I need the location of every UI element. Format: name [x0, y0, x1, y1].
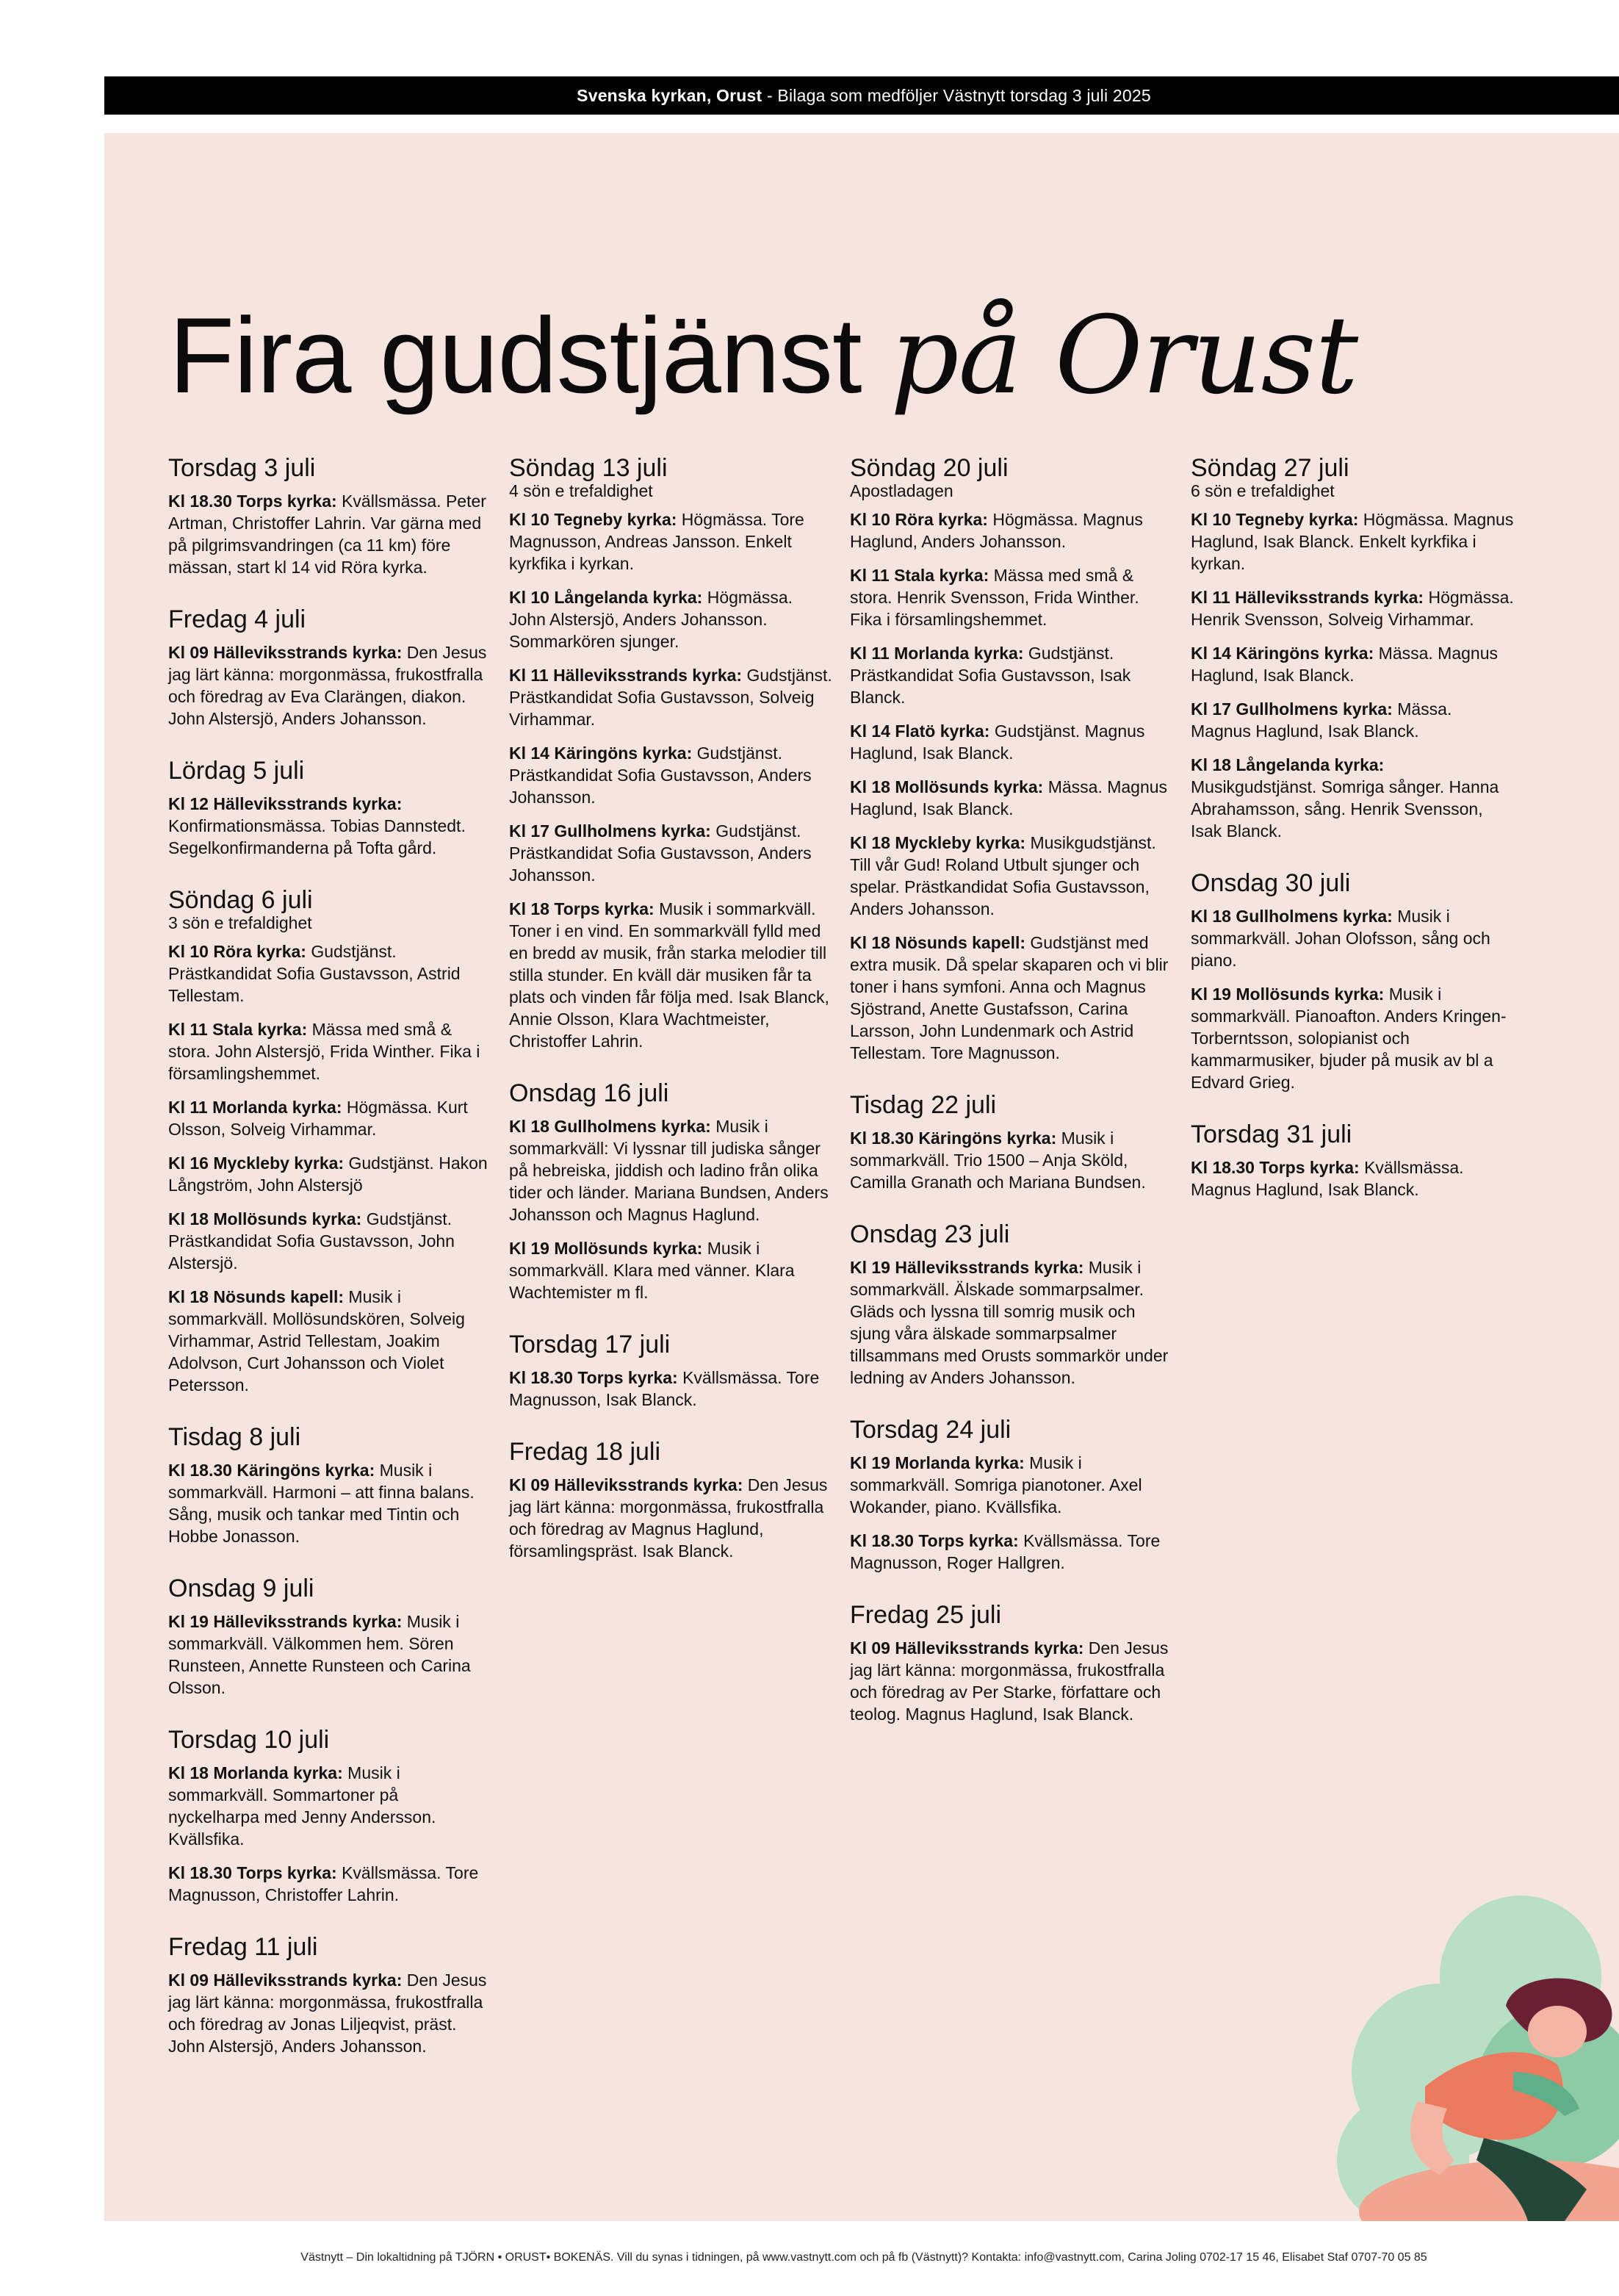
service-time-place: Kl 19 Mollösunds kyrka:	[509, 1239, 703, 1258]
service-description: Mässa med små & stora. Henrik Svensson, Frida Winther. Fika i församlingshemmet.	[850, 566, 1139, 629]
service-time-place: Kl 10 Tegneby kyrka:	[509, 510, 677, 529]
service-time-place: Kl 18 Gullholmens kyrka:	[1191, 907, 1393, 926]
day-heading: Lördag 5 juli	[168, 757, 305, 785]
day-heading: Fredag 25 juli	[850, 1601, 1002, 1629]
service-entry	[1191, 1156, 1514, 1201]
service-description: Kvällsmässa. Peter Artman, Christoffer Lahrin. Var gärna med på pilgrimsvandringen (ca 11 km) före mässan, start kl 14 vid Röra kyrka.	[168, 492, 486, 577]
page-title	[169, 293, 1358, 418]
service-time-place: Kl 18 Gullholmens kyrka:	[509, 1117, 711, 1136]
schedule-column-2	[509, 453, 832, 1588]
service-entry	[850, 1637, 1173, 1725]
service-description: Musikgudstjänst. Till vår Gud! Roland Utbult sjunger och spelar. Prästkandidat Sofia Gustavsson, Anders Johansson.	[850, 833, 1156, 918]
service-entry	[168, 1762, 491, 1850]
schedule-column-1	[168, 453, 491, 2084]
service-description: Musikgudstjänst. Somriga sånger. Hanna Abrahamsson, sång. Henrik Svensson, Isak Blanck.	[1191, 777, 1499, 841]
day-heading: Torsdag 31 juli	[1191, 1120, 1352, 1148]
day-block	[168, 756, 491, 859]
service-description: Gudstjänst. Prästkandidat Sofia Gustavsson, Solveig Virhammar.	[509, 666, 832, 729]
service-entry	[168, 793, 491, 859]
service-description: Gudstjänst. Hakon Långström, John Alstersjö	[168, 1154, 488, 1195]
service-time-place: Kl 18 Nösunds kapell:	[850, 933, 1026, 952]
masthead-bar	[104, 76, 1619, 115]
service-description: Musik i sommarkväll. Somriga pianotoner. Axel Wokander, piano. Kvällsfika.	[850, 1453, 1142, 1516]
service-time-place: Kl 11 Morlanda kyrka:	[168, 1098, 342, 1117]
service-time-place: Kl 18 Långelanda kyrka:	[1191, 755, 1385, 774]
service-description: Högmässa. John Alstersjö, Anders Johansson. Sommarkören sjunger.	[509, 588, 793, 651]
service-time-place: Kl 11 Stala kyrka:	[850, 566, 989, 585]
service-description: Högmässa. Magnus Haglund, Isak Blanck. Enkelt kyrkfika i kyrkan.	[1191, 510, 1514, 573]
day-block	[509, 1437, 832, 1562]
service-time-place: Kl 18.30 Torps kyrka:	[168, 1863, 337, 1882]
schedule-column-3	[850, 453, 1173, 1752]
day-block	[850, 453, 1173, 1064]
service-time-place: Kl 12 Hälleviksstrands kyrka:	[168, 794, 403, 813]
service-description: Kvällsmässa. Tore Magnusson, Christoffer Lahrin.	[168, 1863, 479, 1904]
service-time-place: Kl 11 Stala kyrka:	[168, 1020, 308, 1039]
service-time-place: Kl 19 Hälleviksstrands kyrka:	[850, 1258, 1084, 1277]
service-entry	[1191, 508, 1514, 575]
service-entry	[168, 1862, 491, 1906]
service-time-place: Kl 14 Käringöns kyrka:	[1191, 644, 1374, 663]
service-time-place: Kl 11 Morlanda kyrka:	[850, 644, 1024, 663]
service-entry	[168, 641, 491, 730]
service-entry	[1191, 905, 1514, 971]
day-subtitle: 4 sön e trefaldighet	[509, 481, 653, 500]
service-time-place: Kl 16 Myckleby kyrka:	[168, 1154, 345, 1173]
service-time-place: Kl 18 Morlanda kyrka:	[168, 1763, 343, 1782]
service-description: Kvällsmässa. Tore Magnusson, Isak Blanck.	[509, 1368, 820, 1409]
service-description: Mässa med små & stora. John Alstersjö, Frida Winther. Fika i församlingshemmet.	[168, 1020, 480, 1083]
service-time-place: Kl 09 Hälleviksstrands kyrka:	[168, 643, 403, 662]
service-description: Gudstjänst. Prästkandidat Sofia Gustavsson, Isak Blanck.	[850, 644, 1131, 707]
day-subtitle: 6 sön e trefaldighet	[1191, 481, 1335, 500]
service-time-place: Kl 09 Hälleviksstrands kyrka:	[168, 1971, 403, 1990]
service-time-place: Kl 14 Flatö kyrka:	[850, 721, 990, 741]
service-description: Gudstjänst. Prästkandidat Sofia Gustavsson, John Alstersjö.	[168, 1209, 455, 1273]
service-entry	[850, 508, 1173, 553]
day-heading: Söndag 27 juli	[1191, 454, 1349, 482]
service-time-place: Kl 18 Torps kyrka:	[509, 899, 655, 918]
service-entry	[168, 1459, 491, 1547]
day-block	[850, 1415, 1173, 1574]
service-time-place: Kl 18.30 Torps kyrka:	[509, 1368, 678, 1387]
day-block	[168, 1932, 491, 2057]
day-block	[168, 453, 491, 578]
service-time-place: Kl 09 Hälleviksstrands kyrka:	[509, 1475, 743, 1494]
day-block	[168, 885, 491, 1396]
day-heading: Söndag 6 juli	[168, 886, 313, 914]
day-heading: Torsdag 24 juli	[850, 1416, 1012, 1444]
service-description: Den Jesus jag lärt känna: morgonmässa, frukostfralla och föredrag av Magnus Haglund, församlingspräst. Isak Blanck.	[509, 1475, 828, 1561]
service-time-place: Kl 18.30 Torps kyrka:	[1191, 1158, 1360, 1177]
service-entry	[850, 720, 1173, 764]
service-description: Kvällsmässa. Tore Magnusson, Roger Hallgren.	[850, 1531, 1161, 1572]
service-entry	[168, 1152, 491, 1196]
service-description: Musik i sommarkväll. Harmoni – att finna balans. Sång, musik och tankar med Tintin och Hobbe Jonasson.	[168, 1461, 475, 1546]
service-entry	[850, 1452, 1173, 1518]
service-time-place: Kl 11 Hälleviksstrands kyrka:	[1191, 588, 1424, 607]
service-description: Den Jesus jag lärt känna: morgonmässa, frukostfralla och föredrag av Eva Clarängen, diakon. John Alstersjö, Anders Johansson.	[168, 643, 487, 728]
day-block	[509, 453, 832, 1052]
service-description: Musik i sommarkväll. Johan Olofsson, sång och piano.	[1191, 907, 1490, 970]
service-time-place: Kl 10 Långelanda kyrka:	[509, 588, 703, 607]
service-time-place: Kl 18.30 Torps kyrka:	[850, 1531, 1019, 1550]
day-block	[1191, 1120, 1514, 1201]
masthead-brand: Svenska kyrkan, Orust	[577, 85, 762, 105]
service-entry	[1191, 642, 1514, 686]
service-entry	[509, 586, 832, 652]
day-heading: Tisdag 22 juli	[850, 1091, 997, 1119]
service-description: Högmässa. Kurt Olsson, Solveig Virhammar.	[168, 1098, 468, 1139]
day-block	[1191, 453, 1514, 842]
day-heading: Torsdag 3 juli	[168, 454, 316, 482]
service-entry	[850, 1530, 1173, 1574]
day-subtitle: Apostladagen	[850, 481, 953, 500]
service-entry	[509, 742, 832, 808]
service-description: Musik i sommarkväll. Klara med vänner. Klara Wachtemister m fl.	[509, 1239, 795, 1302]
service-time-place: Kl 17 Gullholmens kyrka:	[509, 821, 711, 841]
service-time-place: Kl 10 Röra kyrka:	[850, 510, 988, 529]
day-block	[850, 1600, 1173, 1725]
service-time-place: Kl 18.30 Käringöns kyrka:	[168, 1461, 375, 1480]
service-entry	[850, 564, 1173, 630]
service-description: Mässa. Magnus Haglund, Isak Blanck.	[1191, 699, 1452, 741]
footer-text: Västnytt – Din lokaltidning på TJÖRN • ORUST• BOKENÄS. Vill du synas i tidningen, på www.vastnytt.com och på fb (Västnytt)? Kontakta: info@vastnytt.com, Carina Joling 0702-17 15 46, Elisabet Staf 0707-70 05 85	[300, 2251, 1427, 2264]
service-entry	[168, 1208, 491, 1274]
service-description: Gudstjänst. Prästkandidat Sofia Gustavsson, Anders Johansson.	[509, 744, 812, 807]
service-entry	[1191, 754, 1514, 842]
masthead-text: - Bilaga som medföljer Västnytt torsdag 3 juli 2025	[762, 85, 1151, 105]
service-description: Mässa. Magnus Haglund, Isak Blanck.	[1191, 644, 1499, 685]
day-heading: Onsdag 23 juli	[850, 1220, 1010, 1248]
day-block	[850, 1220, 1173, 1389]
service-description: Musik i sommarkväll. Mollösundskören, Solveig Virhammar, Astrid Tellestam, Joakim Adolvson, Curt Johansson och Violet Petersson.	[168, 1287, 465, 1394]
service-description: Gudstjänst. Prästkandidat Sofia Gustavsson, Anders Johansson.	[509, 821, 812, 885]
day-block	[1191, 868, 1514, 1093]
service-entry	[850, 642, 1173, 708]
service-entry	[850, 932, 1173, 1064]
service-description: Den Jesus jag lärt känna: morgonmässa, frukostfralla och föredrag av Jonas Liljeqvist, präst. John Alstersjö, Anders Johansson.	[168, 1971, 487, 2056]
day-block	[168, 1422, 491, 1547]
service-entry	[168, 490, 491, 578]
service-time-place: Kl 18 Nösunds kapell:	[168, 1287, 345, 1306]
service-entry	[509, 820, 832, 886]
day-heading: Torsdag 10 juli	[168, 1726, 330, 1754]
day-heading: Onsdag 16 juli	[509, 1079, 669, 1107]
service-description: Den Jesus jag lärt känna: morgonmässa, frukostfralla och föredrag av Per Starke, författare och teolog. Magnus Haglund, Isak Blanck.	[850, 1638, 1169, 1724]
day-heading: Fredag 11 juli	[168, 1933, 318, 1961]
service-entry	[850, 1127, 1173, 1193]
service-description: Gudstjänst. Prästkandidat Sofia Gustavsson, Astrid Tellestam.	[168, 942, 461, 1005]
service-time-place: Kl 10 Tegneby kyrka:	[1191, 510, 1359, 529]
service-description: Konfirmationsmässa. Tobias Dannstedt. Segelkonfirmanderna på Tofta gård.	[168, 816, 466, 857]
service-time-place: Kl 11 Hälleviksstrands kyrka:	[509, 666, 743, 685]
service-description: Gudstjänst med extra musik. Då spelar skaparen och vi blir toner i hans symfoni. Anna och Magnus Sjöstrand, Anette Gustafsson, Carina Larsson, John Lundenmark och Astrid Tellestam. Tore Magnusson.	[850, 933, 1169, 1062]
service-time-place: Kl 19 Mollösunds kyrka:	[1191, 985, 1385, 1004]
service-description: Gudstjänst. Magnus Haglund, Isak Blanck.	[850, 721, 1145, 763]
service-entry	[509, 508, 832, 575]
summer-illustration	[1337, 1866, 1619, 2221]
service-entry	[509, 1237, 832, 1303]
service-entry	[168, 1286, 491, 1396]
day-heading: Fredag 18 juli	[509, 1438, 661, 1466]
service-description: Musik i sommarkväll. Toner i en vind. En sommarkväll fylld med en bredd av musik, från starka melodier till stilla stunder. En kväll där musiken får ta plats och vinden får följa med. Isak Blanck, Annie Olsson, Klara Wachtmeister, Christoffer Lahrin.	[509, 899, 829, 1051]
day-block	[168, 1725, 491, 1906]
service-time-place: Kl 18.30 Käringöns kyrka:	[850, 1129, 1057, 1148]
service-entry	[850, 776, 1173, 820]
service-entry	[850, 1256, 1173, 1389]
service-description: Musik i sommarkväll. Välkommen hem. Sören Runsteen, Annette Runsteen och Carina Olsson.	[168, 1612, 471, 1697]
service-entry	[168, 1611, 491, 1699]
service-entry	[168, 1969, 491, 2057]
service-entry	[168, 1018, 491, 1084]
service-description: Musik i sommarkväll. Trio 1500 – Anja Sköld, Camilla Granath och Mariana Bundsen.	[850, 1129, 1146, 1192]
day-heading: Tisdag 8 juli	[168, 1423, 301, 1451]
day-block	[168, 605, 491, 730]
service-entry	[168, 1096, 491, 1140]
service-time-place: Kl 19 Hälleviksstrands kyrka:	[168, 1612, 403, 1631]
service-time-place: Kl 18 Mollösunds kyrka:	[850, 777, 1044, 796]
service-entry	[1191, 586, 1514, 630]
service-entry	[509, 1115, 832, 1226]
service-time-place: Kl 18 Mollösunds kyrka:	[168, 1209, 362, 1228]
service-entry	[509, 664, 832, 730]
day-block	[850, 1090, 1173, 1193]
day-block	[168, 1574, 491, 1699]
service-description: Högmässa. Tore Magnusson, Andreas Jansson. Enkelt kyrkfika i kyrkan.	[509, 510, 804, 573]
day-heading: Söndag 20 juli	[850, 454, 1009, 482]
service-description: Musik i sommarkväll. Sommartoner på nyckelharpa med Jenny Andersson. Kvällsfika.	[168, 1763, 436, 1849]
service-entry	[1191, 983, 1514, 1093]
service-time-place: Kl 18.30 Torps kyrka:	[168, 492, 337, 511]
day-subtitle: 3 sön e trefaldighet	[168, 913, 312, 932]
service-time-place: Kl 09 Hälleviksstrands kyrka:	[850, 1638, 1084, 1658]
service-time-place: Kl 10 Röra kyrka:	[168, 942, 306, 961]
service-entry	[850, 832, 1173, 920]
day-heading: Onsdag 30 juli	[1191, 869, 1351, 897]
service-time-place: Kl 14 Käringöns kyrka:	[509, 744, 693, 763]
service-time-place: Kl 18 Myckleby kyrka:	[850, 833, 1026, 852]
person-face	[1528, 2006, 1587, 2057]
service-description: Kvällsmässa. Magnus Haglund, Isak Blanck.	[1191, 1158, 1464, 1199]
service-entry	[168, 940, 491, 1007]
service-entry	[509, 898, 832, 1052]
day-block	[509, 1330, 832, 1411]
day-heading: Söndag 13 juli	[509, 454, 668, 482]
day-heading: Torsdag 17 juli	[509, 1331, 671, 1358]
service-time-place: Kl 17 Gullholmens kyrka:	[1191, 699, 1393, 719]
service-description: Högmässa. Henrik Svensson, Solveig Virhammar.	[1191, 588, 1514, 629]
day-heading: Onsdag 9 juli	[168, 1575, 314, 1602]
service-description: Musik i sommarkväll. Pianoafton. Anders Kringen-Torberntsson, solopianist och kammarmusiker, bjuder på musik av bl a Edvard Grieg.	[1191, 985, 1507, 1092]
schedule-column-4	[1191, 453, 1514, 1227]
service-entry	[1191, 698, 1514, 742]
service-description: Musik i sommarkväll. Älskade sommarpsalmer. Gläds och lyssna till somrig musik och sjung våra älskade sommarpsalmer tillsammans med Orusts sommarkör under ledning av Anders Johansson.	[850, 1258, 1169, 1387]
service-description: Högmässa. Magnus Haglund, Anders Johansson.	[850, 510, 1143, 551]
service-time-place: Kl 19 Morlanda kyrka:	[850, 1453, 1025, 1472]
day-block	[509, 1079, 832, 1303]
title-main: Fira gudstjänst	[169, 295, 862, 415]
title-italic: på Orust	[890, 293, 1358, 418]
day-heading: Fredag 4 juli	[168, 605, 306, 633]
service-description: Musik i sommarkväll: Vi lyssnar till judiska sånger på hebreiska, jiddish och ladino från olika tider och länder. Mariana Bundsen, Anders Johansson och Magnus Haglund.	[509, 1117, 829, 1224]
service-description: Mässa. Magnus Haglund, Isak Blanck.	[850, 777, 1168, 818]
service-entry	[509, 1367, 832, 1411]
service-entry	[509, 1474, 832, 1562]
